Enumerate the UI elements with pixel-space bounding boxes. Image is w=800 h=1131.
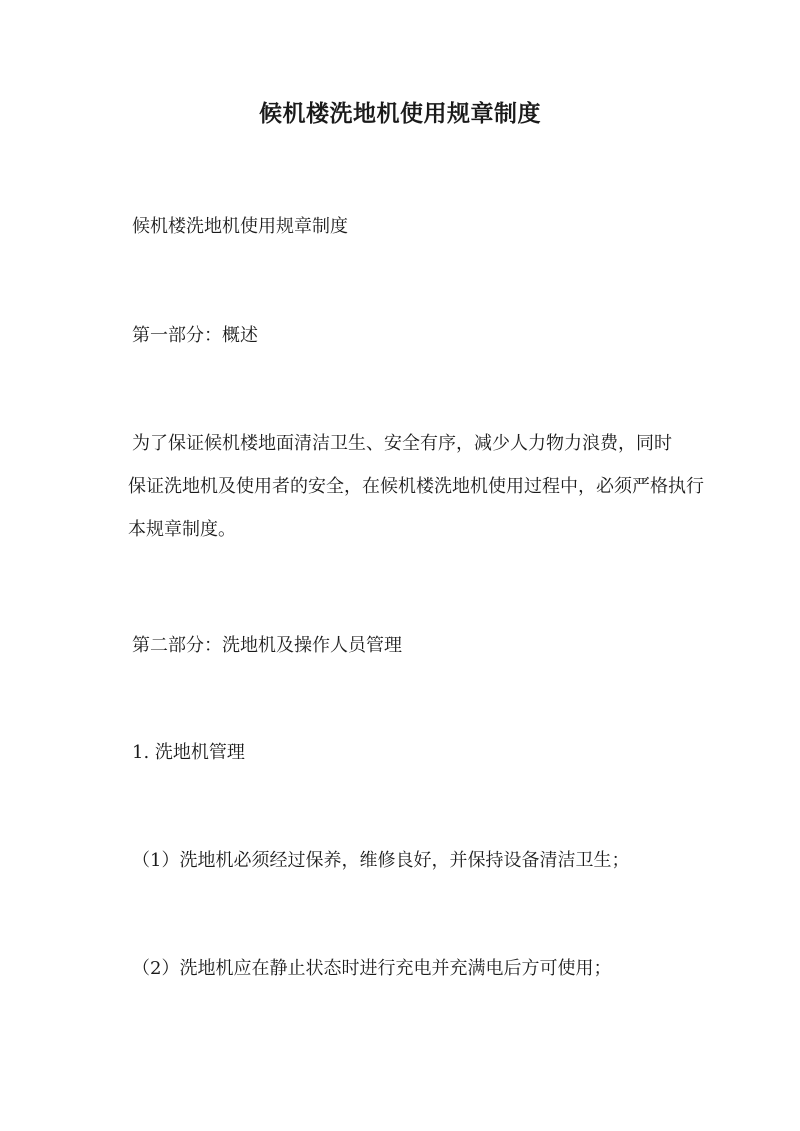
list-item-2: （2）洗地机应在静止状态时进行充电并充满电后方可使用； — [132, 958, 612, 979]
part2-heading: 第二部分：洗地机及操作人员管理 — [132, 635, 402, 656]
part1-body-line-1: 为了保证候机楼地面清洁卫生、安全有序，减少人力物力浪费，同时 — [132, 433, 672, 454]
part1-body-line-2: 保证洗地机及使用者的安全，在候机楼洗地机使用过程中，必须严格执行 — [128, 476, 704, 497]
document-title: 候机楼洗地机使用规章制度 — [259, 100, 541, 127]
document-subtitle: 候机楼洗地机使用规章制度 — [132, 216, 348, 237]
part1-body-line-3: 本规章制度。 — [128, 519, 236, 540]
list-item-1: （1）洗地机必须经过保养，维修良好，并保持设备清洁卫生； — [132, 850, 630, 871]
part1-heading: 第一部分：概述 — [132, 325, 258, 346]
section1-heading: 1. 洗地机管理 — [132, 742, 245, 763]
part1-body-paragraph — [128, 422, 704, 551]
